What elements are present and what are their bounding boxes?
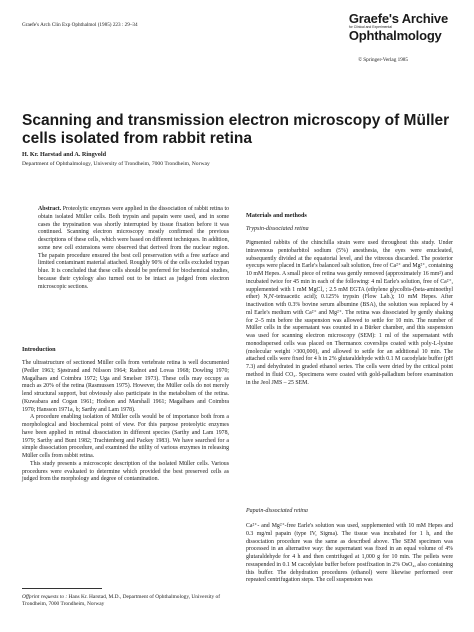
trypsin-subheading: Trypsin-dissociated retina (246, 226, 309, 232)
introduction-paragraph: This study presents a microscopic description of the isolated Müller cells. Various procedures were evaluated to determine which provided the best preserved cells as judged from the morphology and degree of contamination. (22, 460, 229, 483)
journal-name-line1: Graefe's Archive (348, 11, 448, 26)
author-affiliation: Department of Ophthalmology, University of Trondheim, 7000 Trondheim, Norway (22, 161, 210, 167)
abstract (38, 206, 229, 291)
copyright-notice: © Springer-Verlag 1985 (358, 57, 408, 63)
journal-name-line2: for Clinical and Experimental (348, 25, 393, 29)
journal-citation: Graefe's Arch Clin Exp Ophthalmol (1985) 223 : 29–34 (22, 22, 138, 28)
introduction-body (22, 360, 229, 484)
papain-paragraph: Ca²⁺- and Mg²⁺-free Earle's solution was used, supplemented with 10 mM Hepes and 0.3 mg/ml papain (type IV, Sigma). The tissue was incubated for 1 h, and the dissociation procedure was the same as described above. The SEM specimen was processed in an alternative way: the supernatant was fixed in an equal volume of 4% glutaraldehyde for 4 h and then centrifuged at 1,000 g for 10 min. The pellets were resuspended in 0.1 M cacodylate buffer before postfixation in 2% OsO₄, also containing this buffer. The dehydration procedures (ethanol) were likewise performed over repeated centrifugation steps. The cell suspension was (246, 523, 453, 584)
article-title: Scanning and transmission electron microscopy of Müller cells isolated from rabbit retina (22, 112, 450, 147)
footnote-divider (22, 588, 102, 589)
methods-heading: Materials and methods (246, 212, 307, 219)
article-authors: H. Kr. Harstad and A. Ringvold (22, 151, 107, 158)
offprint-footnote (22, 594, 229, 608)
abstract-text: Proteolytic enzymes were applied in the dissociation of rabbit retina to obtain isolated Müller cells. Both trypsin and papain were used, and in some cases the trypsination was shortly interrupted by tissue fixation before it was continued. Scanning electron microscopy mostly confirmed the previous descriptions of these cells, which were based on different techniques. In addition, some new cell extensions were observed that derived from the nuclear region. The papain procedure ensured the best cell preservation with a free surface and limited contaminant material attached. Roughly 90% of the cells excluded trypan blue. It is concluded that these cells should be preferred for biochemical studies, because their cytology also turned out to be intact as judged from electron microscopic sections. (38, 206, 229, 290)
journal-name-line3: Ophthalmology (348, 28, 442, 43)
journal-logo (349, 12, 448, 42)
abstract-label: Abstract. (38, 206, 62, 212)
introduction-paragraph: A procedure enabling isolation of Müller cells would be of importance both from a morphological and biochemical point of view. For this purpose proteolytic enzymes have been applied in retinal dissociation in different species (Sarthy and Lam 1978, 1979; Sarthy and Bunt 1982; Trachtenberg and Packey 1983). We have searched for a simple dissociation procedure, and examined the utility of various enzymes in releasing Müller cells from rabbit retina. (22, 414, 229, 459)
offprint-label: Offprint requests to : (22, 594, 68, 600)
offprint-text: Hans Kr. Harstad, M.D., Department of Ophthalmology, University of Trondheim, 7000 Trondheim, Norway (22, 594, 220, 607)
trypsin-paragraph: Pigmented rabbits of the chinchilla strain were used throughout this study. Under intravenous pentobarbitol sodium (5%) anesthesia, the eyes were enucleated, subsequently divided at the equatorial level, and the vitreous discarded. The posterior eyecups were placed in Earle's balanced salt solution, free of Ca²⁺ and Mg²⁺, containing 10 mM Hepes. A small piece of retina was gently removed (approximately 16 mm²) and incubated twice for 45 min in each of the following: 4 ml Earle's solution, free of Ca²⁺, supplemented with 1 mM MgCl₂ ; 2.5 mM EGTA (ethylene glycolbis-(beta-aminoethyl ether) N,N'-tetraacetic acid); 0.125% trypsin (Flow Lab.); 10 mM Hepes. After inactivation with 0.3% bovine serum albumine (BSA), the solution was replaced by 4 ml Earle's medium with Ca²⁺ and Mg²⁺. The retina was dissociated by gently shaking for 2–5 min before the suspension was allowed to settle for 10 min. The number of Müller cells in the supernatant was counted in a Bürker chamber, and this suspension was used for scanning electron microscopy (SEM): 1 ml of the supernatant with monodispersed cells was placed on Thermanox coverslips coated with poly-L-lysine (molecular weight >300,000), and allowed to settle for an additional 10 min. The attached cells were fixed for 4 h in 2% glutaraldehyde with 0.1 M cacodylate buffer (pH 7.3) and dehydrated in graded ethanol series. The cells were dried by the critical point method in fluid CO₂. Specimens were coated with gold-palladium before examination in the Jeol JMS – 25 SEM. (246, 240, 453, 386)
introduction-heading: Introduction (22, 346, 56, 353)
papain-subheading: Papain-dissociated retina (246, 508, 308, 514)
introduction-paragraph: The ultrastructure of sectioned Müller cells from vertebrate retina is well documented (Pedler 1963; Sjøstrand and Nilsson 1964; Radnot and Lovas 1968; Dowling 1970; Magalhaes and Coimbra 1972; Uga and Smelser 1973). These cells may occupy as much as 20% of the retina (Rasmussen 1975). However, the Müller cells do not merely lend structural support, but obviously also participate in the metabolism of the retina. (Kuwabara and Cogan 1961; Hodson and Marshall 1961; Magalhaes and Coimbra 1970; Hansson 1971a, b; Sarthy and Lam 1978). (22, 360, 229, 413)
